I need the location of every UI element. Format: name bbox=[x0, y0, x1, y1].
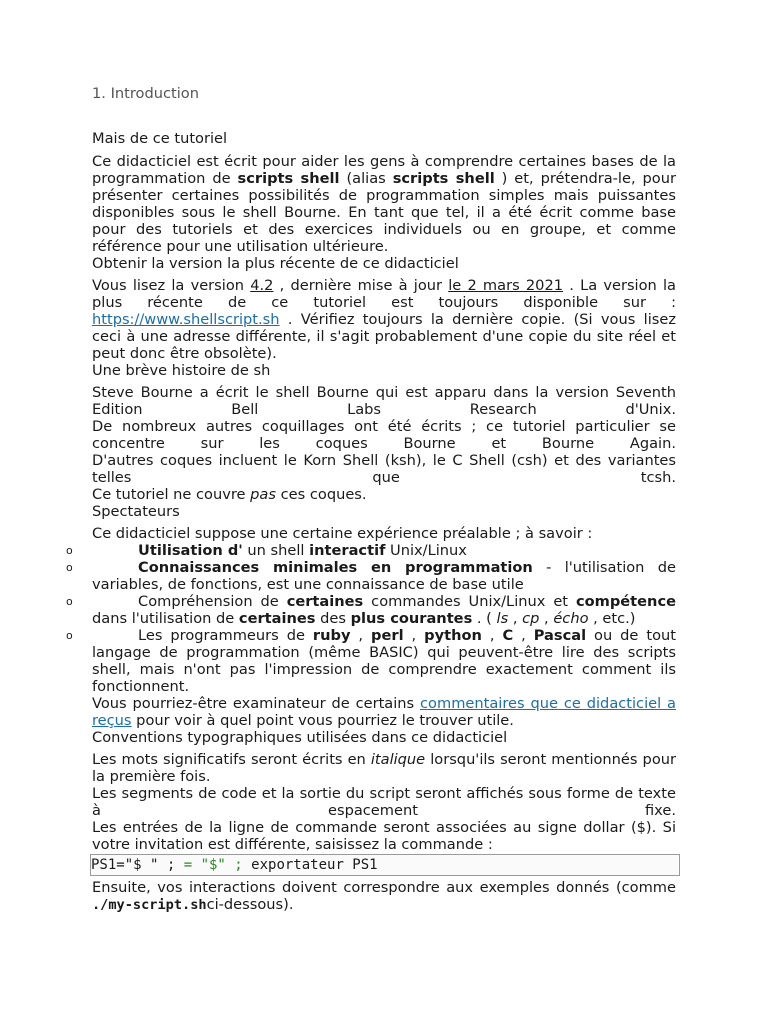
history-line-2: De nombreux autres coquillages ont été écrits ; ce tutoriel particulier se concentre sur les coques Bourne et Bourne Again. bbox=[92, 418, 676, 452]
conventions-p2: Les segments de code et la sortie du script seront affichés sous forme de texte à espacement fixe. bbox=[92, 785, 676, 819]
list-item: o Compréhension de certaines commandes Unix/Linux et compétence dans l'utilisation de certaines des plus courantes . ( ls , cp , écho , etc.) bbox=[66, 593, 676, 627]
bullet-icon: o bbox=[66, 544, 73, 557]
audience-intro: Ce didacticiel suppose une certaine expérience préalable ; à savoir : bbox=[92, 525, 593, 542]
section-about bbox=[66, 130, 676, 914]
conventions-p4: Ensuite, vos interactions doivent correspondre aux exemples donnés (comme ./my-script.shci-dessous). bbox=[92, 879, 676, 913]
about-heading: Mais de ce tutoriel bbox=[92, 130, 228, 147]
code-block: PS1="$ " ; = "$" ; exportateur PS1 bbox=[90, 854, 680, 876]
version-paragraph: Vous lisez la version 4.2 , dernière mise à jour le 2 mars 2021 . La version la plus récente de ce tutoriel est toujours disponible sur : https://www.shellscript.sh . Vérifiez toujours la dernière copie. (Si vous lisez ceci à une adresse différente, il s'agit probablement d'une copie du site réel et peut donc être obsolète). bbox=[92, 277, 676, 362]
conventions-p3: Les entrées de la ligne de commande seront associées au signe dollar ($). Si votre invitation est différente, saisissez la commande : bbox=[92, 819, 676, 853]
section-title: 1. Introduction bbox=[92, 85, 199, 102]
history-line-4: Ce tutoriel ne couvre pas ces coques. bbox=[92, 486, 367, 503]
website-link[interactable]: https://www.shellscript.sh bbox=[92, 311, 280, 328]
history-line-3: D'autres coques incluent le Korn Shell (ksh), le C Shell (csh) et des variantes telles que tcsh. bbox=[92, 452, 676, 486]
list-item: o Les programmeurs de ruby , perl , python , C , Pascal ou de tout langage de programmation (même BASIC) qui peuvent-être lire des scripts shell, mais n'ont pas l'impression de comprendre exactement comment ils fonctionnent. bbox=[66, 627, 676, 695]
audience-outro: Vous pourriez-être examinateur de certains commentaires que ce didacticiel a reçus pour voir à quel point vous pourriez le trouver utile. bbox=[92, 695, 676, 729]
inline-code: ./my-script.sh bbox=[92, 897, 207, 913]
bullet-icon: o bbox=[66, 629, 73, 642]
bullet-icon: o bbox=[66, 595, 73, 608]
list-item: o Utilisation d' un shell interactif Unix/Linux bbox=[66, 542, 467, 559]
bullet-icon: o bbox=[66, 561, 73, 574]
version-heading: Obtenir la version la plus récente de ce didacticiel bbox=[92, 255, 459, 272]
history-line-1: Steve Bourne a écrit le shell Bourne qui est apparu dans la version Seventh Edition Bell Labs Research d'Unix. bbox=[92, 384, 676, 418]
conventions-p1: Les mots significatifs seront écrits en italique lorsqu'ils seront mentionnés pour la première fois. bbox=[92, 751, 676, 785]
audience-heading: Spectateurs bbox=[92, 503, 180, 520]
update-date: le 2 mars 2021 bbox=[448, 277, 564, 294]
list-item: o Connaissances minimales en programmation - l'utilisation de variables, de fonctions, est une connaissance de base utile bbox=[66, 559, 676, 593]
conventions-heading: Conventions typographiques utilisées dans ce didacticiel bbox=[92, 729, 508, 746]
bold-term: scripts shell bbox=[392, 170, 495, 187]
bold-term: scripts shell bbox=[237, 170, 340, 187]
history-heading: Une brève histoire de sh bbox=[92, 362, 271, 379]
version-number: 4.2 bbox=[250, 277, 274, 294]
about-paragraph: Ce didacticiel est écrit pour aider les gens à comprendre certaines bases de la programmation de scripts shell (alias scripts shell ) et, prétendra-le, pour présenter certaines possibilités de programmation simples mais puissantes disponibles sous le shell Bourne. En tant que tel, il a été écrit comme base pour des tutoriels et des exercices individuels ou en groupe, et comme référence pour une utilisation ultérieure. bbox=[92, 153, 676, 255]
reviews-link[interactable]: commentaires que ce didacticiel a reçus bbox=[92, 695, 676, 729]
